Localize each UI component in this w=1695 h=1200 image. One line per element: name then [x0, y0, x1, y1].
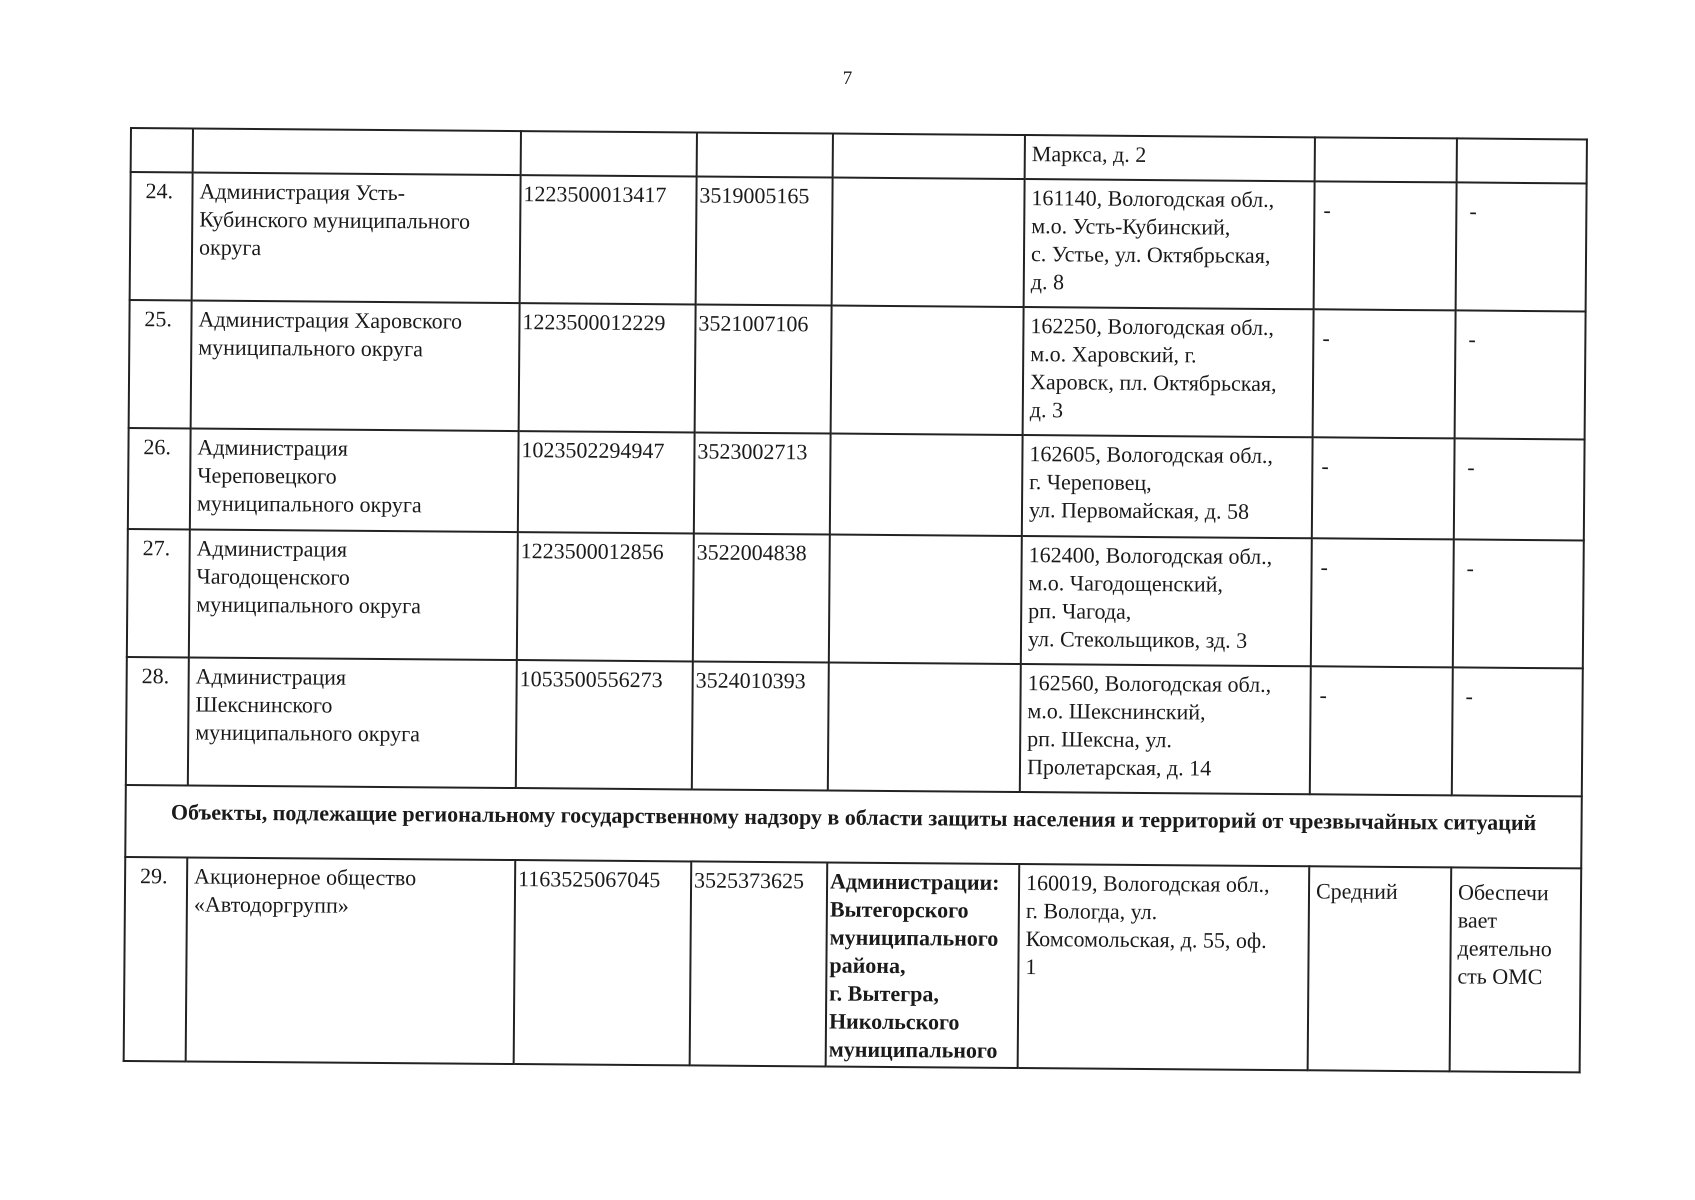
risk-category: -: [1312, 437, 1455, 539]
note: -: [1454, 438, 1585, 540]
inn-value: 3522004838: [693, 533, 830, 662]
organization-name: [186, 857, 516, 1064]
address-line: 162605, Вологодская обл.,: [1029, 441, 1274, 468]
inn-value: 3521007106: [695, 304, 832, 433]
cell-inn: [697, 132, 833, 177]
address: [1021, 536, 1312, 666]
address: [1020, 664, 1311, 794]
supervised-body: [829, 535, 1022, 665]
note: -: [1452, 667, 1583, 796]
table-row: [126, 657, 1583, 796]
page-number: 7: [842, 68, 853, 89]
address: [1022, 435, 1313, 538]
address-line: 162560, Вологодская обл.,: [1027, 670, 1272, 697]
ogrn-value: 1223500012856: [517, 532, 694, 661]
name-line: Администрация: [197, 434, 348, 461]
inn-value: 3519005165: [696, 176, 833, 305]
address-line: м.о. Чагодощенский,: [1028, 570, 1224, 597]
address-line: 162250, Вологодская обл.,: [1030, 313, 1275, 340]
ogrn-value: 1223500012229: [519, 303, 696, 432]
risk-category: -: [1313, 309, 1456, 438]
address-line: ул. Стекольщиков, зд. 3: [1027, 626, 1248, 653]
risk-category: -: [1311, 538, 1454, 667]
name-line: Череповецкого: [197, 462, 337, 489]
name-line: Администрация Усть-: [199, 178, 406, 206]
note: -: [1453, 539, 1584, 668]
address-line: 1: [1025, 954, 1037, 980]
body-line: Никольского: [828, 1008, 960, 1035]
address-line: м.о. Шекснинский,: [1027, 698, 1206, 725]
risk-category: -: [1310, 666, 1453, 795]
note: -: [1456, 182, 1587, 311]
inn-value: 3523002713: [694, 432, 831, 534]
section-heading: Объекты, подлежащие региональному государственному надзору в области защиты населения и территорий от чрезвычайных ситуаций: [125, 785, 1582, 868]
body-line: г. Вытегра,: [829, 980, 939, 1007]
inn-value: 3525373625: [690, 861, 828, 1066]
cell-note: [1457, 138, 1587, 183]
body-line: муниципального: [829, 924, 999, 951]
table-row: [129, 300, 1586, 439]
name-line: Кубинского муниципального: [199, 206, 471, 234]
organization-name: [192, 172, 521, 303]
address-line: ул. Первомайская, д. 58: [1028, 497, 1250, 524]
note-line: вает: [1457, 907, 1498, 933]
address: [1023, 307, 1314, 437]
table-row: [130, 172, 1587, 311]
table-row: [128, 428, 1585, 540]
table-row: [124, 857, 1582, 1072]
name-line: муниципального округа: [195, 719, 421, 747]
organization-name: [190, 428, 519, 532]
supervised-body: [830, 434, 1023, 537]
organization-name: [188, 657, 517, 788]
address: [1018, 864, 1310, 1070]
cell-num: [131, 128, 193, 172]
ogrn-value: 1053500556273: [516, 660, 693, 789]
address-line: 160019, Вологодская обл.,: [1025, 870, 1270, 897]
address-line: д. 3: [1029, 397, 1064, 423]
address-line: Пролетарская, д. 14: [1026, 754, 1212, 781]
name-line: муниципального округа: [196, 490, 422, 518]
name-line: округа: [198, 234, 262, 261]
address-line: рп. Чагода,: [1028, 598, 1132, 624]
cell-ogrn: [521, 131, 697, 176]
note: -: [1455, 310, 1586, 439]
note-line: Обеспечи: [1457, 879, 1549, 906]
supervised-body: [828, 663, 1021, 793]
name-line: Чагодощенского: [196, 563, 350, 590]
ogrn-value: 1163525067045: [514, 860, 692, 1065]
address-line: Харовск, пл. Октябрьская,: [1029, 369, 1277, 397]
registry-table-container: [123, 127, 1586, 1073]
cell-name: [193, 128, 521, 175]
row-number: 27.: [127, 529, 190, 657]
address-line: м.о. Харовский, г.: [1030, 341, 1197, 368]
row-number: 26.: [128, 428, 191, 529]
address-line: Маркса, д. 2: [1031, 141, 1147, 167]
risk-category: -: [1314, 181, 1457, 310]
ogrn-value: 1023502294947: [518, 431, 695, 533]
address-line: 162400, Вологодская обл.,: [1028, 542, 1273, 569]
body-line: Вытегорского: [829, 896, 969, 923]
section-heading-row: [125, 785, 1582, 868]
name-line: Администрация: [195, 663, 347, 690]
address-line: 161140, Вологодская обл.,: [1031, 185, 1275, 212]
supervised-body: [832, 178, 1025, 308]
cell-risk: [1315, 137, 1457, 182]
address-line: г. Череповец,: [1029, 469, 1152, 496]
note-line: сть ОМС: [1457, 963, 1543, 990]
inn-value: 3524010393: [692, 661, 829, 790]
supervised-body: [826, 862, 1020, 1068]
cell-body: [833, 134, 1025, 180]
organization-name: [189, 529, 518, 660]
address-line: с. Устье, ул. Октябрьская,: [1030, 241, 1271, 268]
address: [1024, 179, 1315, 309]
cell-address: [1025, 135, 1315, 181]
supervised-body: [831, 306, 1024, 436]
address-line: г. Вологда, ул.: [1025, 898, 1158, 925]
name-line: муниципального округа: [198, 334, 424, 362]
address-line: рп. Шексна, ул.: [1027, 726, 1173, 753]
body-line: муниципального: [828, 1036, 998, 1063]
row-number: 29.: [124, 857, 188, 1061]
registry-table: [123, 127, 1588, 1073]
name-line: «Автодоргрупп»: [193, 891, 349, 918]
address-line: м.о. Усть-Кубинский,: [1031, 213, 1231, 240]
name-line: Шекснинского: [195, 691, 333, 718]
organization-name: [191, 300, 520, 431]
row-number: 25.: [129, 300, 192, 428]
ogrn-value: 1223500013417: [520, 175, 697, 304]
note-line: деятельно: [1457, 935, 1552, 962]
row-number: 28.: [126, 657, 189, 785]
name-line: муниципального округа: [196, 591, 422, 619]
body-line: Администрации:: [830, 868, 1000, 895]
address-line: д. 8: [1030, 269, 1065, 295]
body-line: района,: [829, 952, 906, 979]
name-line: Администрация Харовского: [198, 306, 463, 334]
risk-category: Средний: [1308, 866, 1452, 1071]
name-line: Администрация: [196, 535, 348, 562]
note: [1450, 867, 1582, 1072]
address-line: Комсомольская, д. 55, оф.: [1025, 926, 1267, 953]
table-row: [127, 529, 1584, 668]
row-number: 24.: [130, 172, 193, 300]
name-line: Акционерное общество: [194, 863, 417, 891]
